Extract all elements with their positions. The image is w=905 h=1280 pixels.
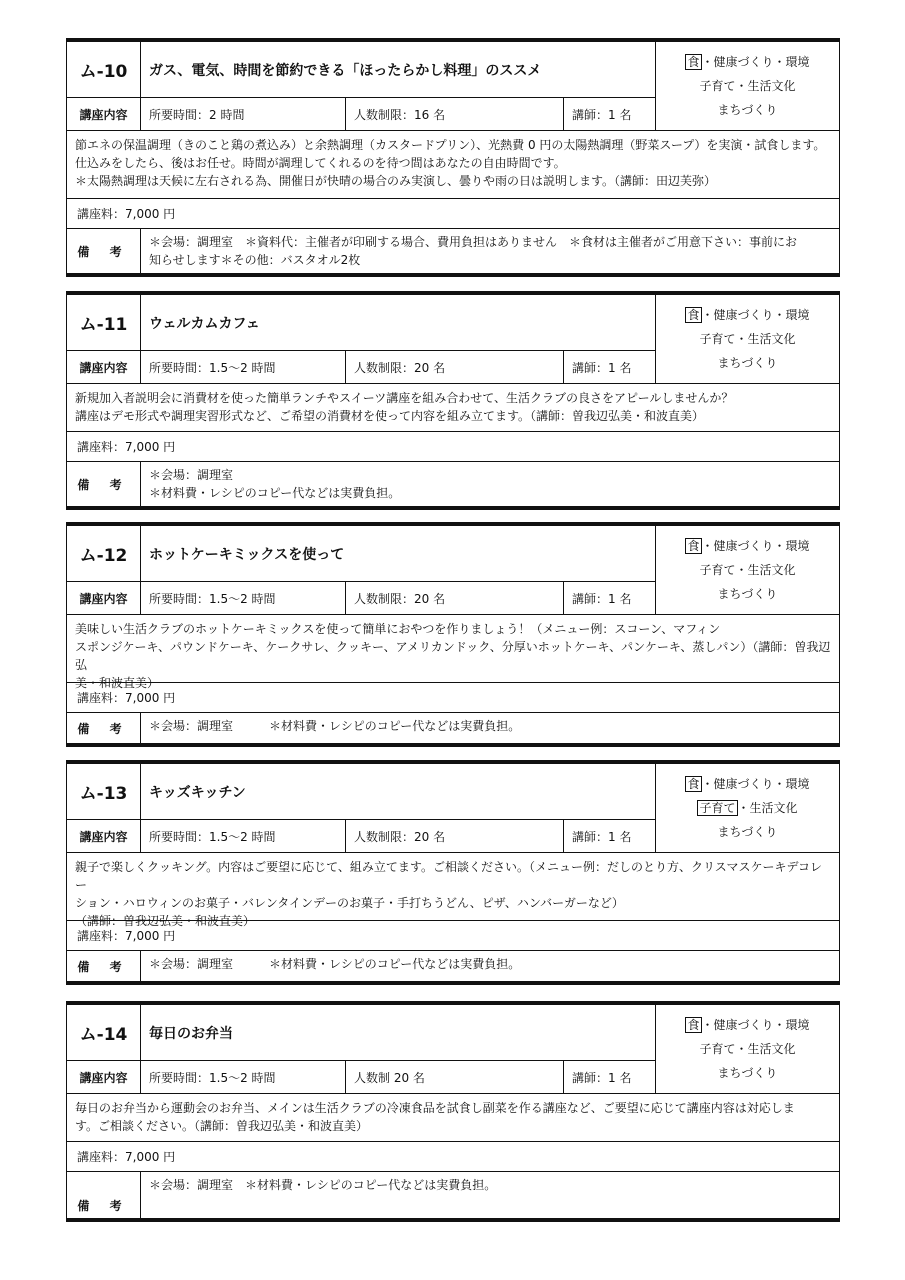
- category-culture: ・生活文化: [737, 801, 798, 815]
- category-childcare: 子育て: [699, 801, 736, 815]
- category-food: 食: [687, 308, 700, 322]
- description-line: 親子で楽しくクッキング。内容はご要望に応じて、組み立てます。ご相談ください。（メニュー例：だしのとり方、クリスマスケーキデコレー: [75, 860, 823, 892]
- instructor-count: 講師：1 名: [572, 829, 632, 844]
- course-card-mu-13: [66, 760, 840, 985]
- description-line: 新規加入者説明会に消費材を使った簡単ランチやスイーツ講座を組み合わせて、生活クラブの良さをアピールしませんか？: [75, 391, 734, 405]
- instructor-count: 講師：1 名: [572, 1070, 632, 1085]
- category-list: [655, 526, 839, 614]
- remarks-line: ＊会場：調理室 ＊材料費・レシピのコピー代などは実費負担。: [149, 719, 521, 733]
- remarks-label: 備 考: [67, 713, 141, 743]
- description-line: ＊太陽熱調理は天候に左右される為、開催日が快晴の場合のみ実演し、曇りや雨の日は説明します。（講師：田辺芙弥）: [75, 174, 717, 188]
- capacity: 人数制限：16 名: [346, 98, 564, 130]
- course-description: [67, 615, 839, 690]
- category-community: まちづくり: [717, 103, 778, 117]
- duration: 所要時間：1.5～2 時間: [141, 351, 346, 383]
- category-food: 食: [687, 55, 700, 69]
- course-code: ム-14: [67, 1005, 141, 1060]
- capacity: 人数制 20 名: [346, 1061, 564, 1093]
- category-list: [655, 42, 839, 130]
- course-code: ム-10: [67, 42, 141, 97]
- category-childcare-culture: 子育て・生活文化: [699, 1042, 796, 1056]
- description-line: 毎日のお弁当から運動会のお弁当、メインは生活クラブの冷凍食品を試食し副菜を作る講座など、ご要望に応じて講座内容は対応しま: [75, 1101, 795, 1115]
- description-line: 講座はデモ形式や調理実習形式など、ご希望の消費材を使って内容を組み立てます。（講師：曽我辺弘美・和波直美）: [75, 409, 705, 423]
- course-remarks: [67, 713, 839, 743]
- remarks-label: 備 考: [67, 951, 141, 981]
- category-childcare-culture: 子育て・生活文化: [699, 563, 796, 577]
- course-card-mu-11: [66, 291, 840, 510]
- course-title: ウェルカムカフェ: [149, 315, 260, 332]
- category-community: まちづくり: [717, 825, 778, 839]
- instructor-count: 講師：1 名: [572, 360, 632, 375]
- capacity: 人数制限：20 名: [346, 351, 564, 383]
- course-header: [67, 764, 839, 853]
- course-remarks: [67, 462, 839, 506]
- capacity: 人数制限：20 名: [346, 820, 564, 852]
- course-title: ホットケーキミックスを使って: [149, 546, 345, 563]
- duration: 所要時間：2 時間: [141, 98, 346, 130]
- remarks-label: 備 考: [67, 1172, 141, 1218]
- category-health-env: ・健康づくり・環境: [701, 308, 810, 322]
- course-code: ム-13: [67, 764, 141, 819]
- course-description: [67, 131, 839, 199]
- remarks-line: ＊会場：調理室 ＊材料費・レシピのコピー代などは実費負担。: [149, 957, 521, 971]
- category-childcare-culture: 子育て・生活文化: [699, 332, 796, 346]
- remarks-line: ＊材料費・レシピのコピー代などは実費負担。: [149, 486, 401, 500]
- course-description: [67, 1094, 839, 1142]
- description-line: 美・和波直美）: [75, 676, 160, 690]
- category-food: 食: [687, 777, 700, 791]
- duration: 所要時間：1.5～2 時間: [141, 1061, 346, 1093]
- course-card-mu-12: [66, 522, 840, 747]
- category-list: [655, 764, 839, 852]
- category-health-env: ・健康づくり・環境: [701, 1018, 810, 1032]
- course-header: [67, 295, 839, 384]
- description-line: スポンジケーキ、パウンドケーキ、ケークサレ、クッキー、アメリカンドック、分厚いホットケーキ、パンケーキ、蒸しパン）（講師：曽我辺弘: [75, 640, 831, 672]
- course-description: [67, 853, 839, 928]
- course-fee: 講座料：7,000 円: [67, 1142, 839, 1172]
- course-remarks: [67, 951, 839, 981]
- course-fee: 講座料：7,000 円: [67, 921, 839, 951]
- instructor-count: 講師：1 名: [572, 107, 632, 122]
- description-line: （講師：曽我辺弘美・和波直美）: [75, 914, 256, 928]
- course-card-mu-10: [66, 38, 840, 277]
- category-food: 食: [687, 539, 700, 553]
- category-health-env: ・健康づくり・環境: [701, 777, 810, 791]
- remarks-line: ＊会場：調理室: [149, 468, 234, 482]
- course-header: [67, 42, 839, 131]
- remarks-label: 備 考: [67, 229, 141, 273]
- duration: 所要時間：1.5～2 時間: [141, 820, 346, 852]
- category-community: まちづくり: [717, 356, 778, 370]
- course-fee: 講座料：7,000 円: [67, 199, 839, 229]
- category-health-env: ・健康づくり・環境: [701, 539, 810, 553]
- duration: 所要時間：1.5～2 時間: [141, 582, 346, 614]
- content-label: 講座内容: [67, 98, 141, 130]
- course-remarks: [67, 229, 839, 273]
- description-line: 美味しい生活クラブのホットケーキミックスを使って簡単におやつを作りましょう！（メニュー例：スコーン、マフィン: [75, 622, 721, 636]
- description-line: 節エネの保温調理（きのこと鶏の煮込み）と余熱調理（カスタードプリン）、光熱費 0 円の太陽熱調理（野菜スープ）を実演・試食します。: [75, 138, 826, 152]
- course-title: キッズキッチン: [149, 784, 246, 801]
- category-food: 食: [687, 1018, 700, 1032]
- category-childcare-culture: 子育て・生活文化: [699, 79, 796, 93]
- course-title: ガス、電気、時間を節約できる「ほったらかし料理」のススメ: [149, 62, 542, 79]
- course-description: [67, 384, 839, 432]
- category-health-env: ・健康づくり・環境: [701, 55, 810, 69]
- description-line: 仕込みをしたら、後はお任せ。時間が調理してくれるのを待つ間はあなたの自由時間です。: [75, 156, 566, 170]
- description-line: す。ご相談ください。（講師：曽我辺弘美・和波直美）: [75, 1119, 369, 1133]
- course-remarks: [67, 1172, 839, 1218]
- content-label: 講座内容: [67, 351, 141, 383]
- category-list: [655, 1005, 839, 1093]
- content-label: 講座内容: [67, 582, 141, 614]
- description-line: ション・ハロウィンのお菓子・バレンタインデーのお菓子・手打ちうどん、ピザ、ハンバーガーなど）: [75, 896, 624, 910]
- course-fee: 講座料：7,000 円: [67, 683, 839, 713]
- course-card-mu-14: [66, 1001, 840, 1222]
- remarks-line: ＊会場：調理室 ＊材料費・レシピのコピー代などは実費負担。: [149, 1178, 497, 1192]
- course-title: 毎日のお弁当: [149, 1025, 233, 1042]
- course-fee: 講座料：7,000 円: [67, 432, 839, 462]
- remarks-line: 知らせします＊その他：バスタオル2枚: [149, 253, 361, 267]
- category-list: [655, 295, 839, 383]
- remarks-label: 備 考: [67, 462, 141, 506]
- instructor-count: 講師：1 名: [572, 591, 632, 606]
- course-header: [67, 526, 839, 615]
- course-header: [67, 1005, 839, 1094]
- category-community: まちづくり: [717, 1066, 778, 1080]
- content-label: 講座内容: [67, 820, 141, 852]
- remarks-line: ＊会場：調理室 ＊資料代：主催者が印刷する場合、費用負担はありません ＊食材は主催者がご用意下さい：事前にお: [149, 235, 798, 249]
- capacity: 人数制限：20 名: [346, 582, 564, 614]
- course-code: ム-12: [67, 526, 141, 581]
- category-community: まちづくり: [717, 587, 778, 601]
- course-code: ム-11: [67, 295, 141, 350]
- content-label: 講座内容: [67, 1061, 141, 1093]
